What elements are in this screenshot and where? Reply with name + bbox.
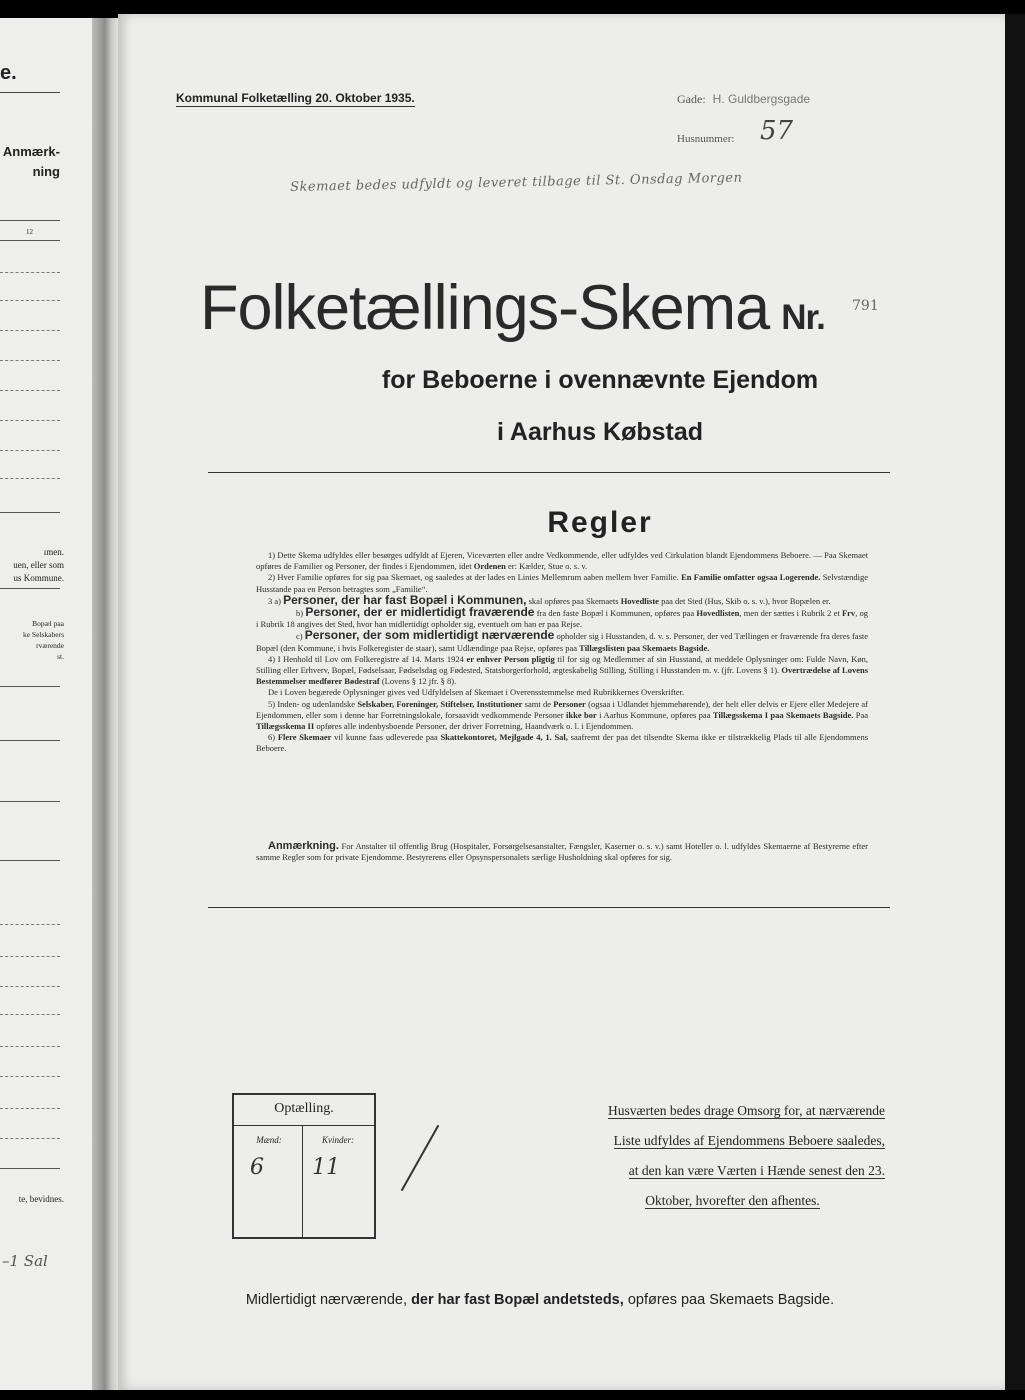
form-nr-value: 791	[852, 298, 879, 314]
maend-value: 6	[250, 1155, 264, 1180]
left-row-line	[0, 956, 60, 957]
husvaerten-line: Husværten bedes drage Omsorg for, at nærværende	[607, 1103, 885, 1118]
rules-text	[256, 550, 868, 755]
left-row-line	[0, 450, 60, 451]
left-rule	[0, 220, 60, 221]
book-gutter	[92, 18, 120, 1390]
gade-value: H. Guldbergsgade	[712, 92, 811, 106]
left-row-line	[0, 360, 60, 361]
left-rule	[0, 740, 60, 741]
kvinder-label: Kvinder:	[322, 1135, 354, 1145]
left-row-line	[0, 272, 60, 273]
husnummer-label: Husnummer:	[677, 133, 735, 145]
left-rule	[0, 588, 60, 589]
left-column-number: 12	[26, 228, 33, 236]
left-row-line	[0, 1046, 60, 1047]
handwritten-slash	[398, 1124, 442, 1194]
husnummer-value: 57	[760, 116, 794, 146]
rule-3c: c) Personer, der som midlertidigt nærværende opholder sig i Husstanden, d. v. s. Personer, der ved Tællingen er fraværende fra deres faste Bopæl (den Kommune, i hvis Folkeregister de staar), samt Udlændinge paa Rejse, opføres paa Tillægslisten paa Skemaets Bagside.	[256, 628, 869, 653]
left-row-line	[0, 1108, 60, 1109]
left-row-line	[0, 1014, 60, 1015]
page-edge-shadow	[1005, 14, 1025, 1390]
left-note: ımen. uen, eller som us Kommune.	[13, 547, 64, 583]
anmaerkning-text	[256, 841, 868, 863]
maend-label: Mænd:	[256, 1135, 282, 1145]
form-title	[200, 272, 825, 344]
rule-6: 6) Flere Skemaer vil kunne faas udleverede paa Skattekontoret, Mejlgade 4, 1. Sal, saafremt der paa det tilsendte Skema ikke er tilstrækkelig Plads til alle Ejendommens Beboere.	[256, 732, 869, 754]
anmaerkning-label: Anmærkning.	[268, 840, 339, 852]
left-row-line	[0, 1138, 60, 1139]
handwritten-note: Skemaet bedes udfyldt og leveret tilbage til St. Onsdag Morgen	[290, 170, 743, 195]
husvaerten-line: Liste udfyldes af Ejendommens Beboere saaledes,	[613, 1133, 885, 1148]
husvaerten-line: at den kan være Værten i Hænde senest den 23.	[628, 1163, 885, 1178]
title-divider	[208, 472, 890, 473]
optaelling-box	[232, 1093, 376, 1239]
rule-2: 2) Hver Familie opføres for sig paa Skemaet, og saaledes at der lades en Linies Mellemrum aaben mellem hver Familie. En Familie omfatter ogsaa Logerende. Selvstændige Husstande paa en Person betragtes som „Familie“.	[256, 572, 869, 594]
husvaerten-note	[520, 1096, 885, 1216]
subtitle-aarhus: i Aarhus Købstad	[496, 418, 704, 446]
left-rule	[0, 512, 60, 513]
left-row-line	[0, 986, 60, 987]
left-rule	[0, 1168, 60, 1169]
regler-heading: Regler	[547, 506, 653, 539]
husvaerten-line: Oktober, hvorefter den afhentes.	[645, 1193, 820, 1208]
rule-5: 5) Inden- og udenlandske Selskaber, Foreninger, Stiftelser, Institutioner samt de Personer (ogsaa i Udlandet hjemmehørende), der helt eller delvis er Ejere eller Medejere af Ejendommen, eller som i denne har Forretningslokale, forsaavidt vedkommende Personer ikke bor i Aarhus Kommune, opføres paa Tillægsskema I paa Skemaets Bagside. Paa Tillægsskema II opføres alle indenbysboende Personer, der driver Forretning, Haandværk o. l. i Ejendommen.	[256, 698, 869, 732]
census-title: Kommunal Folketælling 20. Oktober 1935.	[176, 91, 415, 105]
anmaerkning-body: For Anstalter til offentlig Brug (Hospitaler, Forsørgelsesanstalter, Fængsler, Kaserner o. s. v.) samt Hoteller o. l. udfyldes Skemaerne af Bestyrerne efter samme Regler som for private Ejendomme. Bestyrerens eller Opsynspersonalets særlige Husholdning skal opføres for sig.	[256, 841, 868, 863]
rule-4-note: De i Loven begærede Oplysninger gives ved Udfyldelsen af Skemaet i Overensstemmelse med Rubrikkernes Overskrifter.	[268, 687, 685, 698]
left-row-line	[0, 300, 60, 301]
kvinder-value: 11	[312, 1155, 340, 1180]
section-divider	[208, 907, 890, 908]
left-row-line	[0, 924, 60, 925]
rule-3b: b) Personer, der er midlertidigt fraværende fra den faste Bopæl i Kommunen, opføres paa Hovedlisten, men der sættes i Rubrik 2 et Frv, og i Rubrik 18 angives det Sted, hvor han midlertidigt opholder sig, eventuelt om han er paa Rejse.	[256, 605, 869, 630]
left-rule	[0, 801, 60, 802]
left-note: te, bevidnes.	[18, 1194, 64, 1204]
rule-1: 1) Dette Skema udfyldes eller besørges udfyldt af Ejeren, Viceværten eller andre Vedkommende, eller udfyldes ved Cirkulation blandt Ejendommens Beboere. — Paa Skemaet opføres de Familier og Personer, der findes i Ejendommen, idet Ordenen er: Kælder, Stue o. s. v.	[256, 550, 868, 572]
gade-field	[677, 92, 810, 107]
rule-4: 4) I Henhold til Lov om Folkeregistre af 14. Marts 1924 er enhver Person pligtig til for sig og Medlemmer af sin Husstand, at meddele Oplysninger om: Fulde Navn, Køn, Stilling eller Erhverv, Bopæl, Fødselsaar, Fødselsdag og Fødested, Statsborgerforhold, ægteskabelig Stilling, Stilling i Husstanden m. v. (jfr. Lovens § 1). Overtrædelse af Lovens Bestemmelser medfører Bødestraf (Lovens § 12 jfr. § 8).	[256, 653, 869, 687]
left-rule	[0, 686, 60, 687]
left-row-line	[0, 390, 60, 391]
form-nr-label: Nr.	[781, 298, 825, 337]
left-rule	[0, 92, 60, 93]
left-rule	[0, 240, 60, 241]
left-page	[0, 18, 96, 1390]
optaelling-column-divider	[302, 1125, 303, 1237]
left-rule	[0, 860, 60, 861]
form-title-main: Folketællings-Skema	[200, 273, 770, 343]
left-row-line	[0, 330, 60, 331]
optaelling-title: Optælling.	[274, 1101, 334, 1116]
left-row-line	[0, 1076, 60, 1077]
optaelling-divider	[234, 1125, 374, 1126]
left-column-header: Anmærk- ning	[2, 144, 60, 179]
left-handwriting: –1 Sal	[2, 1252, 48, 1270]
gade-label: Gade:	[677, 92, 706, 106]
left-row-line	[0, 478, 60, 479]
left-heading-fragment: e.	[0, 62, 17, 84]
bottom-instruction: Midlertidigt nærværende, der har fast Bopæl andetsteds, opføres paa Skemaets Bagside.	[245, 1292, 835, 1308]
left-note: Bopæl paa ke Selskabers rværende st.	[22, 619, 64, 661]
rule-3a: 3 a) Personer, der har fast Bopæl i Kommunen, skal opføres paa Skemaets Hovedliste paa det Sted (Hus, Skib o. s. v.), hvor Bopælen er.	[268, 592, 831, 607]
subtitle-beboerne: for Beboerne i ovennævnte Ejendom	[381, 366, 819, 394]
left-row-line	[0, 420, 60, 421]
